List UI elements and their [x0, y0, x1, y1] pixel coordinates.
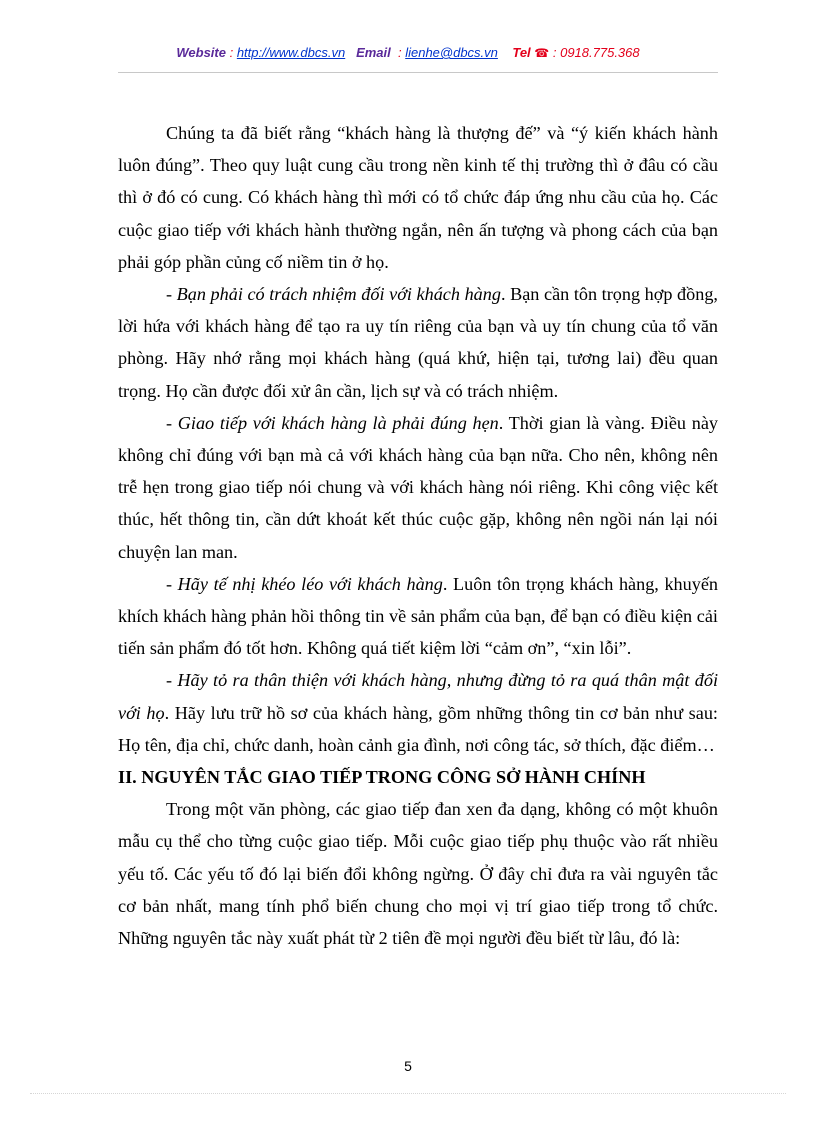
emphasis: - Bạn phải có trách nhiệm đối với khách hàng	[166, 284, 501, 305]
email-label: Email	[356, 45, 391, 60]
header-divider	[118, 72, 718, 73]
website-link[interactable]: http://www.dbcs.vn	[236, 45, 346, 60]
paragraph: Trong một văn phòng, các giao tiếp đan xen đa dạng, không có một khuôn mẫu cụ thể cho từng cuộc giao tiếp. Mỗi cuộc giao tiếp phụ thuộc vào rất nhiều yếu tố. Các yếu tố đó lại biến đổi không ngừng. Ở đây chỉ đưa ra vài nguyên tắc cơ bản nhất, mang tính phổ biến chung cho mọi vị trí giao tiếp trong tổ chức. Những nguyên tắc này xuất phát từ 2 tiên đề mọi người đều biết từ lâu, đó là:	[118, 799, 718, 949]
paragraph	[118, 568, 718, 665]
paragraph: Chúng ta đã biết rằng “khách hàng là thượng đế” và “ý kiến khách hành luôn đúng”. Theo quy luật cung cầu trong nền kinh tế thị trường thì ở đâu có cầu thì ở đó có cung. Có khách hàng thì mới có tổ chức đáp ứng nhu cầu của họ. Các cuộc giao tiếp với khách hành thường ngắn, nên ấn tượng và phong cách của bạn phải góp phần củng cố niềm tin ở họ.	[118, 123, 718, 272]
paragraph	[118, 664, 718, 761]
emphasis: - Hãy tế nhị khéo léo với khách hàng	[166, 573, 443, 594]
tel-label: Tel	[512, 45, 531, 60]
emphasis: - Hãy tỏ ra thân thiện với khách hàng, nhưng đừng tỏ ra quá thân mật đối với họ	[118, 670, 718, 723]
paragraph	[118, 407, 718, 568]
section-heading: II. NGUYÊN TẮC GIAO TIẾP TRONG CÔNG SỞ HÀNH CHÍNH	[118, 767, 646, 788]
website-label: Website	[176, 45, 226, 60]
paragraph-text: . Luôn tôn trọng khách hàng, khuyến khích khách hàng phản hồi thông tin về sản phẩm của bạn, để bạn có điều kiện cải tiến sản phẩm đó tốt hơn. Không quá tiết kiệm lời “cảm ơn”, “xin lỗi”.	[118, 573, 718, 659]
document-body	[118, 117, 718, 954]
page-header	[0, 45, 816, 60]
emphasis: - Giao tiếp với khách hàng là phải đúng hẹn	[166, 412, 499, 433]
paragraph-text: . Bạn cần tôn trọng hợp đồng, lời hứa với khách hàng để tạo ra uy tín riêng của bạn và uy tín chung của tổ văn phòng. Hãy nhớ rằng mọi khách hàng (quá khứ, hiện tại, tương lai) đều quan trọng. Họ cần được đối xử ân cần, lịch sự và có trách nhiệm.	[118, 284, 718, 401]
paragraph	[118, 278, 718, 407]
email-link[interactable]: lienhe@dbcs.vn	[405, 45, 498, 60]
paragraph-text: . Thời gian là vàng. Điều này không chỉ đúng với bạn mà cả với khách hàng của bạn nữa. Cho nên, không nên trễ hẹn trong giao tiếp nói chung và với khách hàng nói riêng. Khi công việc kết thúc, hết thông tin, cần dứt khoát kết thúc cuộc gặp, không nên ngồi nán lại nói chuyện lan man.	[118, 412, 718, 562]
phone-number: 0918.775.368	[560, 45, 640, 60]
header-colon: :	[549, 45, 561, 60]
header-colon: :	[225, 45, 237, 60]
header-colon: :	[390, 45, 406, 60]
page-bottom-divider	[30, 1093, 786, 1094]
phone-icon: ☎	[534, 46, 550, 60]
paragraph-text: . Hãy lưu trữ hồ sơ của khách hàng, gồm những thông tin cơ bản như sau: Họ tên, địa chỉ, chức danh, hoàn cảnh gia đình, nơi công tác, sở thích, đặc điểm…	[118, 702, 718, 755]
page-number: 5	[404, 1058, 412, 1074]
